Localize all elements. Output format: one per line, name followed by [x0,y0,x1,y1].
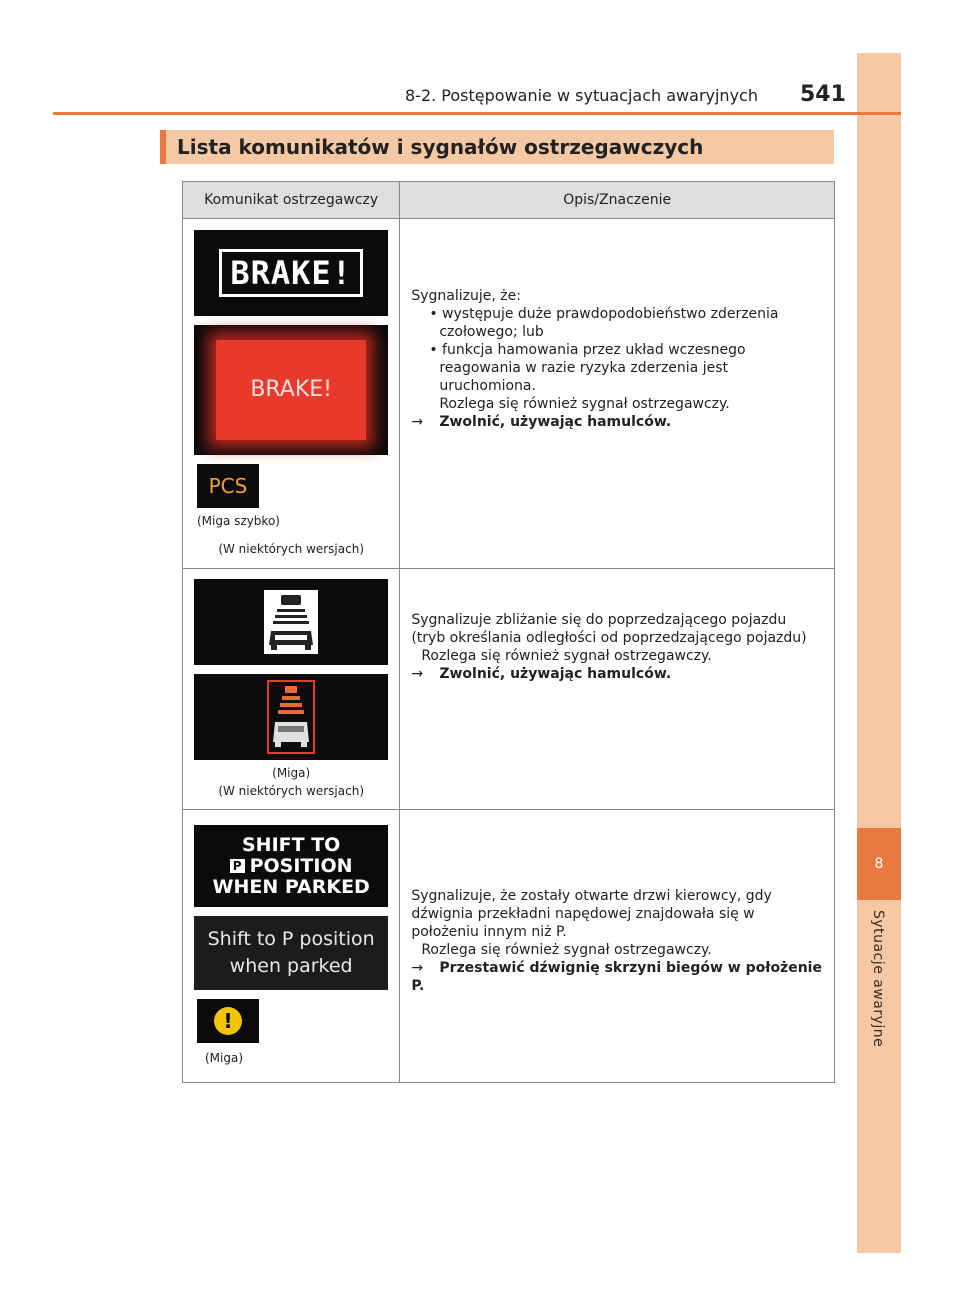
arrow-icon: → [411,960,424,976]
icon-cell [183,569,400,810]
shift-display-mono [194,825,388,907]
description-cell [400,810,835,1083]
p-position-icon: P [230,859,245,873]
chapter-label: Sytuacje awaryjne [870,910,886,1048]
bullet-list [411,305,822,395]
chapter-side-tab [857,53,901,1253]
caption-versions: (W niektórych wersjach) [218,541,364,556]
action-line: → Zwolnić, używając hamulców. [411,666,672,682]
sound-note: Rozlega się również sygnał ostrzegawczy. [421,942,712,958]
page-number: 541 [800,82,846,107]
chapter-number: 8 [857,828,901,900]
running-header: 8-2. Postępowanie w sytuacjach awaryjnych [405,86,758,105]
table-row [183,569,835,810]
caption-flash: (Miga szybko) [197,513,280,528]
vehicle-approach-icon [267,680,315,754]
shift-line-2: P POSITION [230,856,353,877]
shift-color-line-1: Shift to P position [207,928,375,950]
caption-flash: (Miga) [205,1051,244,1065]
shift-line-3: WHEN PARKED [212,875,370,898]
description-intro: Sygnalizuje, że: [411,287,521,304]
warning-table [182,181,835,1083]
description-cell [400,219,835,569]
description-cell [400,569,835,810]
caption-versions: (W niektórych wersjach) [218,783,364,798]
distance-display-color [194,674,388,760]
brake-text-mono: BRAKE! [219,249,363,297]
shift-line-1: SHIFT TO [241,833,341,856]
description-text: Sygnalizuje zbliżanie się do poprzedzającego pojazdu (tryb określania odległości od poprzedzającego pojazdu) [411,612,807,646]
table-row [183,219,835,569]
master-warning-icon [197,999,259,1043]
icon-cell [183,810,400,1083]
sound-note: Rozlega się również sygnał ostrzegawczy. [439,395,730,412]
description-text: Sygnalizuje, że zostały otwarte drzwi kierowcy, gdy dźwignia przekładni napędowej znajdowała się w położeniu innym niż P. [411,888,772,940]
table-header-row [183,182,835,219]
distance-display-mono [194,579,388,665]
section-title: Lista komunikatów i sygnałów ostrzegawczych [177,135,704,159]
vehicle-distance-icon [263,589,319,655]
shift-color-line-2: when parked [229,955,353,977]
table-row [183,810,835,1083]
header-description: Opis/Znaczenie [400,182,835,219]
arrow-icon: → [411,666,424,682]
pcs-indicator-icon: PCS [197,464,259,508]
bullet-item: • funkcja hamowania przez układ wczesnego reagowania w razie ryzyka zderzenia jest uruchomiona. [429,341,746,394]
arrow-icon: → [411,413,424,430]
icon-cell [183,219,400,569]
caption-flash: (Miga) [272,765,311,780]
shift-display-color [194,916,388,990]
section-accent [160,130,166,164]
bullet-item: • występuje duże prawdopodobieństwo zderzenia czołowego; lub [429,305,779,340]
action-line: → Przestawić dźwignię skrzyni biegów w położenie P. [411,960,822,994]
brake-display-color [194,325,388,455]
header-warning-message: Komunikat ostrzegawczy [183,182,400,219]
brake-display-mono [194,230,388,316]
header-rule [53,112,901,115]
warning-glyph: ! [214,1007,242,1035]
sound-note: Rozlega się również sygnał ostrzegawczy. [421,648,712,664]
action-line: → Zwolnić, używając hamulców. [411,413,672,430]
brake-text-color: BRAKE! [216,340,366,440]
